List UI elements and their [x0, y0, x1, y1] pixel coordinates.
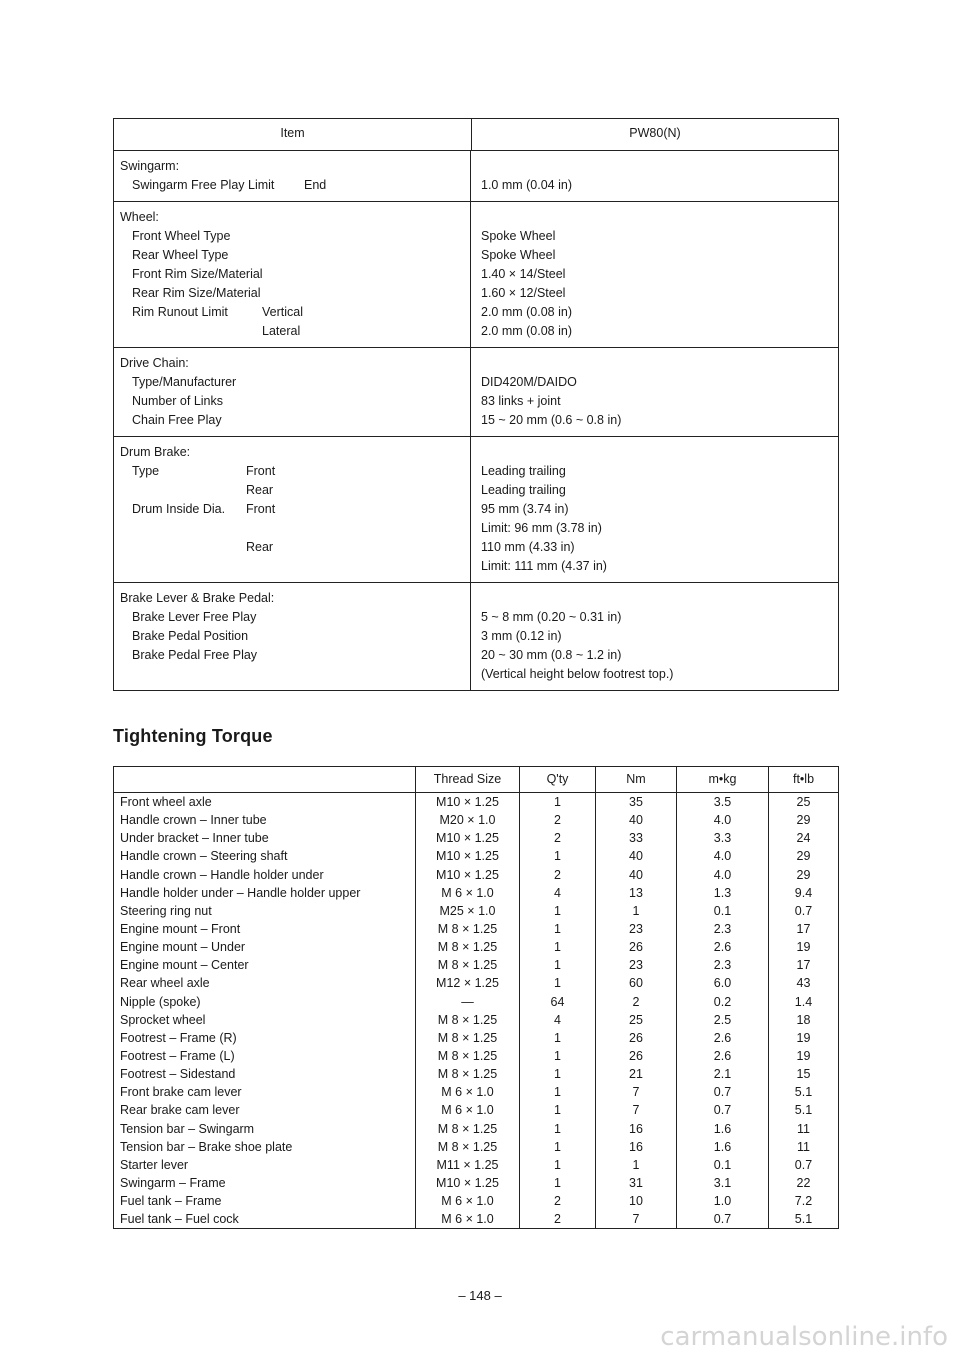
spec-sublabel: Rear [246, 483, 274, 497]
torque-mkg: 4.0 [677, 811, 769, 829]
spec-value: 3 mm (0.12 in) [481, 629, 562, 643]
thread-size: M25 × 1.0 [416, 902, 520, 920]
torque-mkg: 2.6 [677, 1047, 769, 1065]
table-row [114, 920, 838, 938]
quantity: 2 [520, 1192, 596, 1210]
torque-nm: 31 [596, 1174, 677, 1192]
torque-ftlb: 0.7 [794, 903, 813, 918]
quantity: 1 [520, 793, 596, 811]
spec-value: Leading trailing [481, 483, 566, 497]
spec-row-label [120, 227, 470, 246]
torque-ftlb: 1.4 [794, 994, 813, 1009]
spec-label: Brake Pedal Free Play [132, 648, 258, 662]
thread-size: M 8 × 1.25 [416, 920, 520, 938]
torque-nm: 7 [596, 1101, 677, 1119]
column-header-mkg: m•kg [677, 767, 769, 792]
torque-table-header [114, 767, 838, 793]
table-row [114, 1192, 838, 1210]
spec-row-label [120, 322, 470, 341]
thread-size: M 6 × 1.0 [416, 1210, 520, 1228]
torque-mkg: 1.3 [677, 884, 769, 902]
quantity: 1 [520, 1138, 596, 1156]
thread-size: M 6 × 1.0 [416, 1083, 520, 1101]
spec-row-label [120, 665, 470, 684]
torque-mkg: 2.6 [677, 938, 769, 956]
spec-row-label [120, 627, 470, 646]
section-title: Tightening Torque [113, 726, 273, 746]
torque-mkg: 0.1 [677, 902, 769, 920]
table-row [114, 1138, 838, 1156]
quantity: 1 [520, 974, 596, 992]
column-header-thread-size: Thread Size [416, 767, 520, 792]
table-row [114, 793, 838, 811]
torque-ftlb: 17 [796, 958, 811, 973]
table-row [114, 1210, 838, 1228]
quantity: 64 [520, 993, 596, 1011]
table-row [114, 866, 838, 884]
spec-value: DID420M/DAIDO [481, 375, 577, 389]
spec-label: Front Wheel Type [132, 229, 231, 243]
part-name: Handle crown – Inner tube [114, 811, 416, 829]
torque-table-body [114, 793, 838, 1228]
torque-ftlb: 17 [796, 921, 811, 936]
torque-mkg: 1.6 [677, 1138, 769, 1156]
thread-size: M 8 × 1.25 [416, 1065, 520, 1083]
torque-ftlb: 11 [797, 1121, 810, 1136]
spec-row-label [120, 303, 470, 322]
torque-ftlb: 18 [796, 1012, 811, 1027]
table-row [114, 884, 838, 902]
part-name: Front wheel axle [114, 793, 416, 811]
spec-row-label [120, 608, 470, 627]
torque-nm: 26 [596, 938, 677, 956]
part-name: Engine mount – Front [114, 920, 416, 938]
quantity: 1 [520, 902, 596, 920]
spec-label: Type/Manufacturer [132, 375, 237, 389]
part-name: Engine mount – Center [114, 956, 416, 974]
thread-size: M 6 × 1.0 [416, 1192, 520, 1210]
section-heading: Wheel: [120, 210, 159, 224]
spec-value: 1.60 × 12/Steel [481, 286, 566, 300]
column-header [114, 767, 416, 792]
torque-mkg: 3.5 [677, 793, 769, 811]
spec-row-label [120, 500, 470, 519]
quantity: 1 [520, 956, 596, 974]
table-row [114, 993, 838, 1011]
torque-ftlb: 11 [797, 1139, 810, 1154]
quantity: 1 [520, 1047, 596, 1065]
torque-nm: 16 [596, 1120, 677, 1138]
spec-value: Spoke Wheel [481, 248, 556, 262]
column-header-ftlb: ft•lb [792, 772, 815, 786]
quantity: 1 [520, 1065, 596, 1083]
model-column-header: PW80(N) [629, 126, 681, 140]
torque-nm: 1 [596, 902, 677, 920]
spec-value: (Vertical height below footrest top.) [481, 667, 674, 681]
quantity: 2 [520, 811, 596, 829]
part-name: Steering ring nut [114, 902, 416, 920]
quantity: 4 [520, 884, 596, 902]
table-row [114, 847, 838, 865]
spec-value: Limit: 96 mm (3.78 in) [481, 521, 602, 535]
torque-nm: 21 [596, 1065, 677, 1083]
spec-value: 1.0 mm (0.04 in) [481, 178, 573, 192]
spec-label: Rim Runout Limit [132, 305, 228, 319]
torque-mkg: 2.6 [677, 1029, 769, 1047]
torque-ftlb: 5.1 [794, 1103, 813, 1118]
torque-nm: 60 [596, 974, 677, 992]
torque-mkg: 0.7 [677, 1083, 769, 1101]
spec-row-label [120, 481, 470, 500]
torque-ftlb: 5.1 [794, 1212, 813, 1227]
table-row [114, 811, 838, 829]
table-row [114, 974, 838, 992]
table-row [114, 1047, 838, 1065]
spec-row-label [120, 538, 470, 557]
torque-table [113, 766, 839, 1229]
spec-value: Leading trailing [481, 464, 566, 478]
torque-nm: 40 [596, 847, 677, 865]
thread-size: M10 × 1.25 [416, 847, 520, 865]
thread-size: M 8 × 1.25 [416, 1120, 520, 1138]
spec-table-header [114, 119, 838, 151]
table-row [114, 1174, 838, 1192]
torque-nm: 23 [596, 920, 677, 938]
thread-size: M 8 × 1.25 [416, 1138, 520, 1156]
torque-nm: 25 [596, 1011, 677, 1029]
drive-chain-section [114, 348, 838, 437]
thread-size: M 8 × 1.25 [416, 1011, 520, 1029]
quantity: 1 [520, 1029, 596, 1047]
quantity: 1 [520, 938, 596, 956]
torque-nm: 26 [596, 1047, 677, 1065]
part-name: Fuel tank – Frame [114, 1192, 416, 1210]
watermark: carmanualsonline.info [660, 1322, 948, 1352]
quantity: 1 [520, 847, 596, 865]
torque-ftlb: 29 [796, 813, 811, 828]
section-heading: Drive Chain: [120, 356, 189, 370]
torque-ftlb: 24 [796, 831, 811, 846]
torque-ftlb: 29 [796, 867, 811, 882]
torque-ftlb: 19 [796, 1048, 811, 1063]
table-row [114, 1120, 838, 1138]
spec-sublabel: Lateral [262, 324, 301, 338]
part-name: Footrest – Sidestand [114, 1065, 416, 1083]
part-name: Fuel tank – Fuel cock [114, 1210, 416, 1228]
torque-nm: 16 [596, 1138, 677, 1156]
torque-mkg: 2.5 [677, 1011, 769, 1029]
part-name: Footrest – Frame (L) [114, 1047, 416, 1065]
spec-sublabel: Front [246, 502, 276, 516]
torque-nm: 13 [596, 884, 677, 902]
spec-value: 2.0 mm (0.08 in) [481, 305, 573, 319]
thread-size: M12 × 1.25 [416, 974, 520, 992]
part-name: Rear brake cam lever [114, 1101, 416, 1119]
spec-value: 5 ~ 8 mm (0.20 ~ 0.31 in) [481, 610, 622, 624]
spec-label: Front Rim Size/Material [132, 267, 263, 281]
spec-label: Drum Inside Dia. [132, 502, 226, 516]
thread-size: M 8 × 1.25 [416, 1047, 520, 1065]
quantity: 2 [520, 1210, 596, 1228]
quantity: 1 [520, 1101, 596, 1119]
column-header-nm: Nm [596, 767, 677, 792]
torque-mkg: 0.7 [677, 1210, 769, 1228]
specifications-table [113, 118, 839, 691]
torque-ftlb: 15 [796, 1067, 811, 1082]
torque-ftlb: 22 [796, 1175, 811, 1190]
spec-row-label [120, 557, 470, 576]
torque-ftlb: 19 [796, 940, 811, 955]
spec-row-label [120, 373, 470, 392]
spec-value: 2.0 mm (0.08 in) [481, 324, 573, 338]
torque-ftlb: 43 [796, 976, 811, 991]
torque-mkg: 0.1 [677, 1156, 769, 1174]
spec-value: 1.40 × 14/Steel [481, 267, 566, 281]
spec-sublabel: Rear [246, 540, 274, 554]
spec-label: Rear Wheel Type [132, 248, 229, 262]
table-row [114, 1101, 838, 1119]
torque-ftlb: 25 [796, 795, 811, 809]
spec-sublabel: End [304, 178, 327, 192]
part-name: Starter lever [114, 1156, 416, 1174]
spec-sublabel: Vertical [262, 305, 303, 319]
table-row [114, 902, 838, 920]
torque-ftlb: 7.2 [794, 1194, 813, 1209]
swingarm-section [114, 151, 838, 202]
table-row [114, 1065, 838, 1083]
torque-ftlb: 5.1 [794, 1085, 813, 1100]
thread-size: M11 × 1.25 [416, 1156, 520, 1174]
spec-label: Rear Rim Size/Material [132, 286, 261, 300]
spec-label: Brake Lever Free Play [132, 610, 257, 624]
torque-ftlb: 0.7 [794, 1157, 813, 1172]
torque-mkg: 0.2 [677, 993, 769, 1011]
quantity: 4 [520, 1011, 596, 1029]
torque-nm: 10 [596, 1192, 677, 1210]
table-row [114, 1156, 838, 1174]
thread-size: M10 × 1.25 [416, 793, 520, 811]
part-name: Tension bar – Brake shoe plate [114, 1138, 416, 1156]
part-name: Handle holder under – Handle holder upper [114, 884, 416, 902]
table-row [114, 1083, 838, 1101]
torque-mkg: 3.1 [677, 1174, 769, 1192]
quantity: 1 [520, 920, 596, 938]
thread-size: M10 × 1.25 [416, 1174, 520, 1192]
table-row [114, 1011, 838, 1029]
quantity: 1 [520, 1174, 596, 1192]
torque-ftlb: 29 [796, 849, 811, 864]
wheel-section [114, 202, 838, 348]
section-heading: Drum Brake: [120, 445, 191, 459]
thread-size: M 8 × 1.25 [416, 938, 520, 956]
quantity: 1 [520, 1120, 596, 1138]
torque-ftlb: 9.4 [794, 885, 813, 900]
torque-mkg: 3.3 [677, 829, 769, 847]
page-number: – 148 – [458, 1288, 502, 1303]
torque-nm: 7 [596, 1083, 677, 1101]
spec-row-label [120, 246, 470, 265]
part-name: Swingarm – Frame [114, 1174, 416, 1192]
section-heading: Brake Lever & Brake Pedal: [120, 591, 275, 605]
quantity: 1 [520, 1156, 596, 1174]
spec-label: Swingarm Free Play Limit [132, 178, 275, 192]
part-name: Sprocket wheel [114, 1011, 416, 1029]
quantity: 1 [520, 1083, 596, 1101]
part-name: Nipple (spoke) [114, 993, 416, 1011]
part-name: Front brake cam lever [114, 1083, 416, 1101]
torque-nm: 26 [596, 1029, 677, 1047]
spec-row-label [120, 646, 470, 665]
part-name: Footrest – Frame (R) [114, 1029, 416, 1047]
quantity: 2 [520, 866, 596, 884]
torque-nm: 35 [596, 793, 677, 811]
part-name: Rear wheel axle [114, 974, 416, 992]
part-name: Tension bar – Swingarm [114, 1120, 416, 1138]
section-heading: Swingarm: [120, 159, 180, 173]
spec-value: 15 ~ 20 mm (0.6 ~ 0.8 in) [481, 413, 622, 427]
spec-value: 95 mm (3.74 in) [481, 502, 569, 516]
spec-value: 20 ~ 30 mm (0.8 ~ 1.2 in) [481, 648, 622, 662]
thread-size: M 8 × 1.25 [416, 1029, 520, 1047]
spec-label: Type [132, 464, 160, 478]
brake-lever-pedal-section [114, 583, 838, 690]
part-name: Under bracket – Inner tube [114, 829, 416, 847]
item-column-header: Item [114, 119, 472, 150]
spec-value: Limit: 111 mm (4.37 in) [481, 559, 607, 573]
thread-size: M10 × 1.25 [416, 829, 520, 847]
torque-nm: 33 [596, 829, 677, 847]
spec-label: Brake Pedal Position [132, 629, 249, 643]
torque-mkg: 0.7 [677, 1101, 769, 1119]
part-name: Engine mount – Under [114, 938, 416, 956]
thread-size: M10 × 1.25 [416, 866, 520, 884]
torque-mkg: 2.3 [677, 920, 769, 938]
thread-size: M 6 × 1.0 [416, 1101, 520, 1119]
torque-mkg: 4.0 [677, 847, 769, 865]
spec-value: 110 mm (4.33 in) [481, 540, 575, 554]
thread-size: M 6 × 1.0 [416, 884, 520, 902]
torque-nm: 40 [596, 866, 677, 884]
torque-mkg: 2.3 [677, 956, 769, 974]
table-row [114, 829, 838, 847]
table-row [114, 956, 838, 974]
part-name: Handle crown – Handle holder under [114, 866, 416, 884]
table-row [114, 1029, 838, 1047]
spec-row-label [120, 265, 470, 284]
torque-nm: 40 [596, 811, 677, 829]
spec-row-label [120, 411, 470, 430]
torque-nm: 7 [596, 1210, 677, 1228]
drum-brake-section [114, 437, 838, 583]
table-row [114, 938, 838, 956]
spec-label: Number of Links [132, 394, 224, 408]
torque-mkg: 1.6 [677, 1120, 769, 1138]
spec-sublabel: Front [246, 464, 276, 478]
spec-row-label [120, 284, 470, 303]
torque-mkg: 6.0 [677, 974, 769, 992]
thread-size: — [416, 993, 520, 1011]
torque-nm: 1 [596, 1156, 677, 1174]
spec-row-label [120, 462, 470, 481]
torque-mkg: 2.1 [677, 1065, 769, 1083]
thread-size: M 8 × 1.25 [416, 956, 520, 974]
torque-ftlb: 19 [796, 1030, 811, 1045]
torque-nm: 23 [596, 956, 677, 974]
column-header-quantity: Q'ty [520, 767, 596, 792]
spec-row-label [120, 392, 470, 411]
part-name: Handle crown – Steering shaft [114, 847, 416, 865]
thread-size: M20 × 1.0 [416, 811, 520, 829]
spec-value: 83 links + joint [481, 394, 561, 408]
torque-mkg: 1.0 [677, 1192, 769, 1210]
spec-label: Chain Free Play [132, 413, 222, 427]
spec-value: Spoke Wheel [481, 229, 556, 243]
spec-row-label [120, 519, 470, 538]
torque-mkg: 4.0 [677, 866, 769, 884]
torque-nm: 2 [596, 993, 677, 1011]
quantity: 2 [520, 829, 596, 847]
